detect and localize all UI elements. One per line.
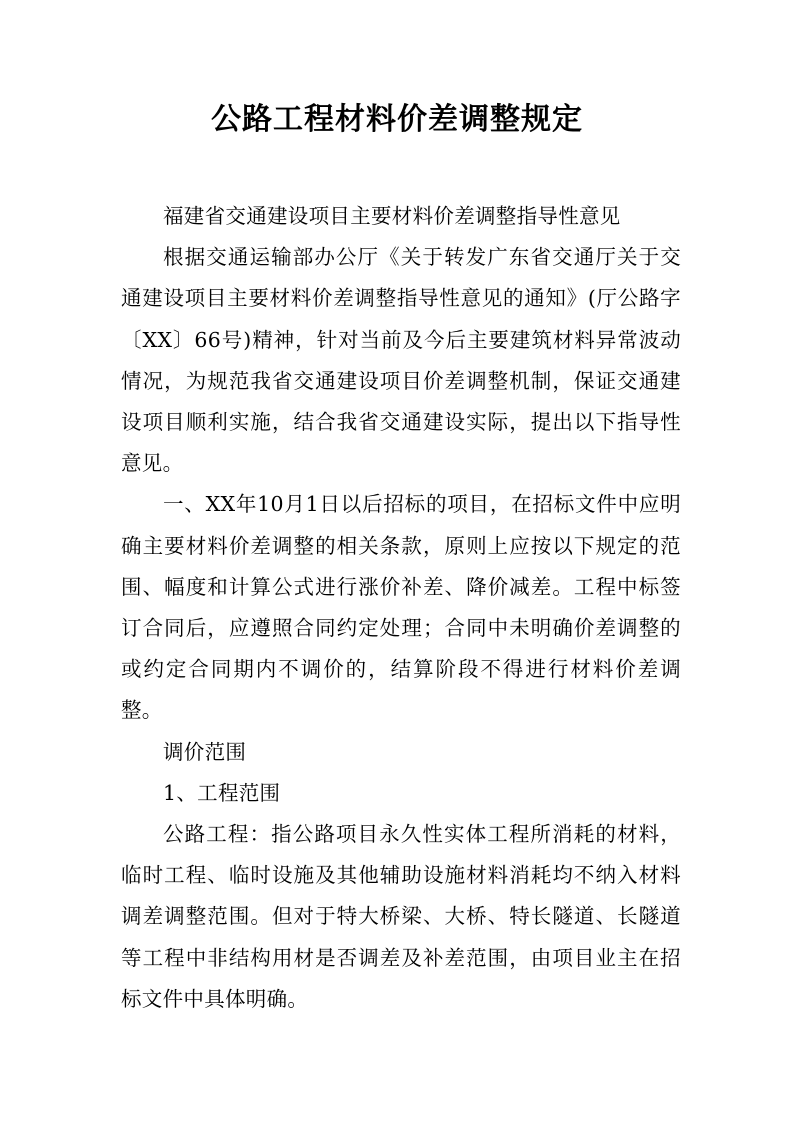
paragraph-intro: 根据交通运输部办公厅《关于转发广东省交通厅关于交通建设项目主要材料价差调整指导性意见的通知》(厅公路字〔XX〕66号)精神，针对当前及今后主要建筑材料异常波动情况，为规范我省交通建设项目价差调整机制，保证交通建设项目顺利实施，结合我省交通建设实际，提出以下指导性意见。 [121,245,681,476]
document-body [121,196,681,1020]
paragraph-subtitle: 福建省交通建设项目主要材料价差调整指导性意见 [163,204,621,228]
paragraph-highway-engineering: 公路工程：指公路项目永久性实体工程所消耗的材料，临时工程、临时设施及其他辅助设施材料消耗均不纳入材料调差调整范围。但对于特大桥梁、大桥、特长隧道、长隧道等工程中非结构用材是否调差及补差范围，由项目业主在招标文件中具体明确。 [121,822,681,1011]
paragraph-item-one: 一、XX年10月1日以后招标的项目，在招标文件中应明确主要材料价差调整的相关条款，原则上应按以下规定的范围、幅度和计算公式进行涨价补差、降价减差。工程中标签订合同后，应遵照合同约定处理；合同中未明确价差调整的或约定合同期内不调价的，结算阶段不得进行材料价差调整。 [121,492,681,723]
paragraph-heading-scope: 调价范围 [163,739,247,764]
paragraph-heading-engineering-scope: 1、工程范围 [163,780,281,805]
document-title: 公路工程材料价差调整规定 [211,102,583,137]
